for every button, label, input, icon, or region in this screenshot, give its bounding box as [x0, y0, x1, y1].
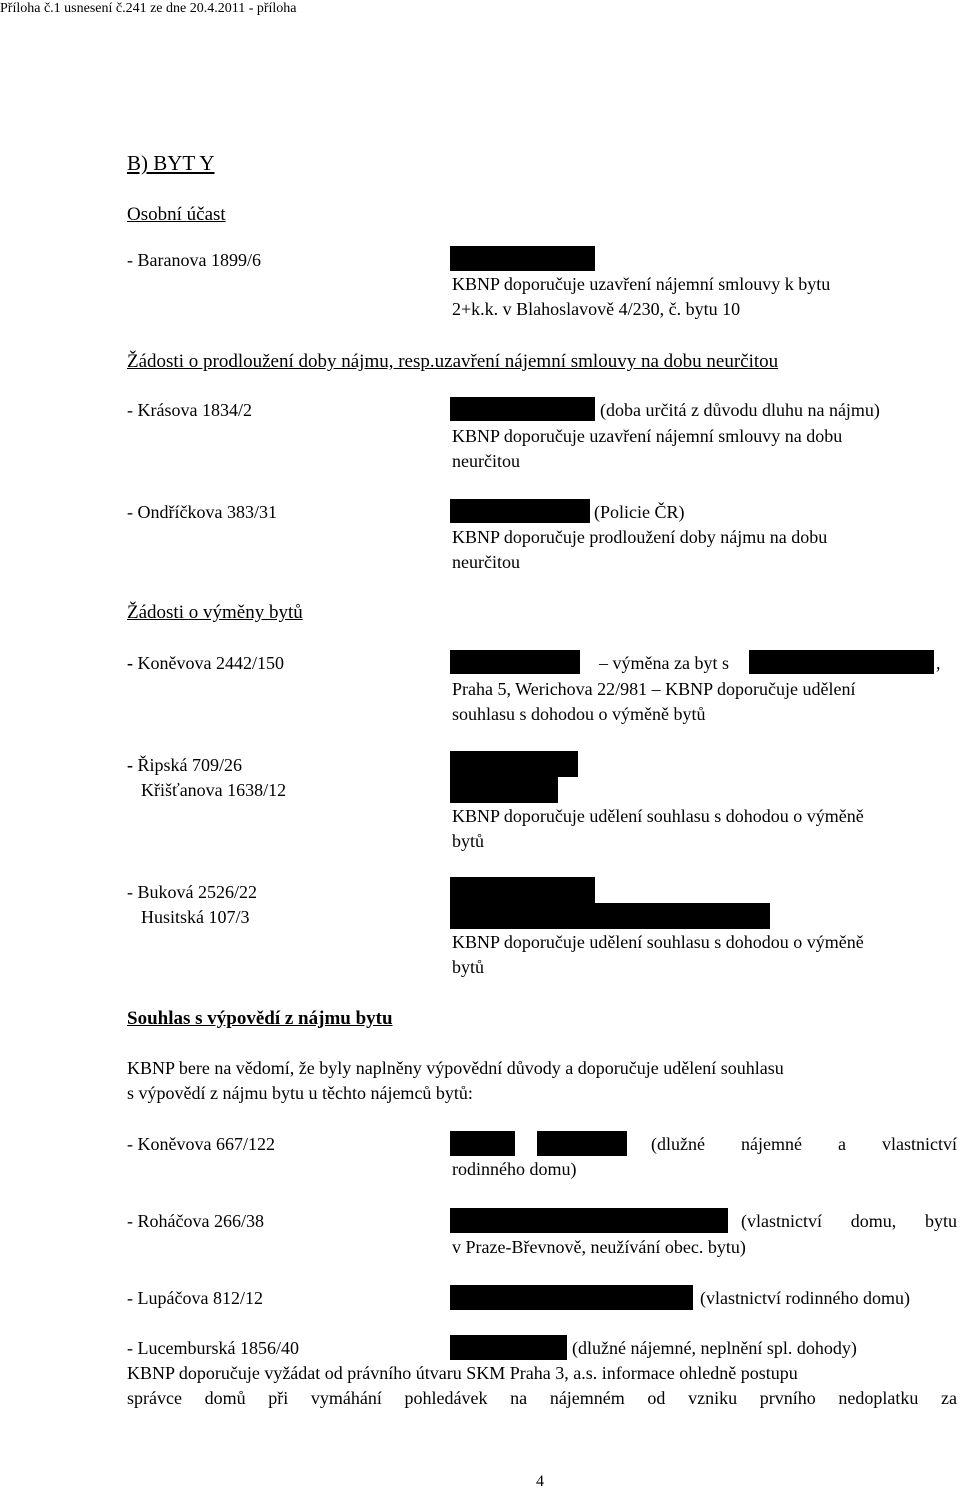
redaction-block — [537, 1131, 627, 1156]
vymeny-item-3-address-line2: Husitská 107/3 — [141, 907, 250, 927]
prodlouzeni-item-recommendation: KBNP doporučuje uzavření nájemní smlouvy na dobu — [452, 426, 843, 446]
vypoved-item-note: (vlastnictví rodinného domu) — [700, 1288, 910, 1308]
address-text: Řipská 709/26 — [137, 755, 243, 775]
vymeny-item-1-text-line2: Praha 5, Werichova 22/981 – KBNP doporučuje udělení — [452, 679, 856, 699]
osobni-ucast-recommendation: KBNP doporučuje uzavření nájemní smlouvy k bytu — [452, 274, 831, 294]
bullet-dash: - — [127, 653, 133, 673]
redaction-block — [450, 877, 595, 903]
comma: , — [936, 653, 941, 673]
vypoved-item-note: (dlužné nájemné, neplnění spl. dohody) — [572, 1338, 857, 1358]
vypoved-intro: KBNP bere na vědomí, že byly naplněny výpovědní důvody a doporučuje udělení souhlasu — [127, 1058, 784, 1078]
redaction-block — [450, 1131, 515, 1156]
vypoved-item-address: - Lucemburská 1856/40 — [127, 1338, 299, 1358]
vymeny-item-1-text: – výměna za byt s — [599, 653, 729, 673]
vypoved-item-address: - Roháčova 266/38 — [127, 1211, 264, 1231]
redaction-block — [450, 903, 770, 929]
vymeny-item-1-text-line3: souhlasu s dohodou o výměně bytů — [452, 704, 706, 724]
prodlouzeni-item-address: - Krásova 1834/2 — [127, 400, 252, 420]
redaction-block — [450, 397, 595, 421]
redaction-block — [450, 246, 595, 271]
vypoved-item-address: - Lupáčova 812/12 — [127, 1288, 263, 1308]
redaction-block — [450, 499, 590, 523]
vypoved-item-note: (dlužné nájemné a vlastnictví — [651, 1134, 957, 1154]
redaction-block — [450, 1335, 567, 1360]
vymeny-item-3-address: - Buková 2526/22 — [127, 882, 257, 902]
bullet-dash: - — [127, 755, 133, 775]
vymeny-item-2-address — [127, 753, 242, 778]
section-title: B) BYT Y — [127, 151, 215, 175]
vymeny-item-2-address-line2: Křišťanova 1638/12 — [141, 780, 287, 800]
osobni-ucast-heading: Osobní účast — [127, 204, 226, 225]
prodlouzeni-item-note: (Policie ČR) — [594, 502, 685, 522]
vypoved-heading: Souhlas s výpovědí z nájmu bytu — [127, 1008, 393, 1029]
vymeny-item-2-recommendation: KBNP doporučuje udělení souhlasu s dohodou o výměně — [452, 806, 864, 826]
vypoved-closing: KBNP doporučuje vyžádat od právního útvaru SKM Praha 3, a.s. informace ohledně postupu — [127, 1363, 798, 1383]
osobni-ucast-recommendation-line2: 2+k.k. v Blahoslavově 4/230, č. bytu 10 — [452, 299, 741, 319]
prodlouzeni-item-recommendation-line2: neurčitou — [452, 552, 520, 572]
redaction-block — [450, 1285, 693, 1310]
vymeny-item-3-recommendation-line2: bytů — [452, 957, 485, 977]
vymeny-heading: Žádosti o výměny bytů — [127, 602, 303, 623]
address-text: Koněvova 2442/150 — [137, 653, 284, 673]
prodlouzeni-item-address: - Ondříčkova 383/31 — [127, 502, 277, 522]
vypoved-item-note: (vlastnictví domu, bytu — [741, 1211, 957, 1231]
prodlouzeni-heading: Žádosti o prodloužení doby nájmu, resp.uzavření nájemní smlouvy na dobu neurčitou — [127, 351, 779, 372]
vypoved-item-note-line2: v Praze-Břevnově, neužívání obec. bytu) — [452, 1237, 746, 1257]
vypoved-item-note-line2: rodinného domu) — [452, 1159, 577, 1179]
page-number: 4 — [536, 1473, 544, 1490]
osobni-ucast-address: - Baranova 1899/6 — [127, 250, 261, 270]
vymeny-item-2-recommendation-line2: bytů — [452, 831, 485, 851]
redaction-block — [450, 1208, 728, 1233]
prodlouzeni-item-recommendation: KBNP doporučuje prodloužení doby nájmu na dobu — [452, 527, 828, 547]
vymeny-item-1-address — [127, 651, 284, 676]
prodlouzeni-item-note: (doba určitá z důvodu dluhu na nájmu) — [600, 400, 880, 420]
document-header: Příloha č.1 usnesení č.241 ze dne 20.4.2011 - příloha — [0, 1, 297, 16]
vymeny-item-3-recommendation: KBNP doporučuje udělení souhlasu s dohodou o výměně — [452, 932, 864, 952]
redaction-block — [450, 751, 578, 777]
vypoved-closing-line2: správce domů při vymáhání pohledávek na nájemném od vzniku prvního nedoplatku za — [127, 1388, 957, 1408]
vypoved-intro-line2: s výpovědí z nájmu bytu u těchto nájemců bytů: — [127, 1083, 473, 1103]
prodlouzeni-item-recommendation-line2: neurčitou — [452, 451, 520, 471]
redaction-block — [450, 777, 558, 803]
redaction-block — [450, 650, 580, 674]
vypoved-item-address: - Koněvova 667/122 — [127, 1134, 275, 1154]
redaction-block — [749, 650, 934, 674]
